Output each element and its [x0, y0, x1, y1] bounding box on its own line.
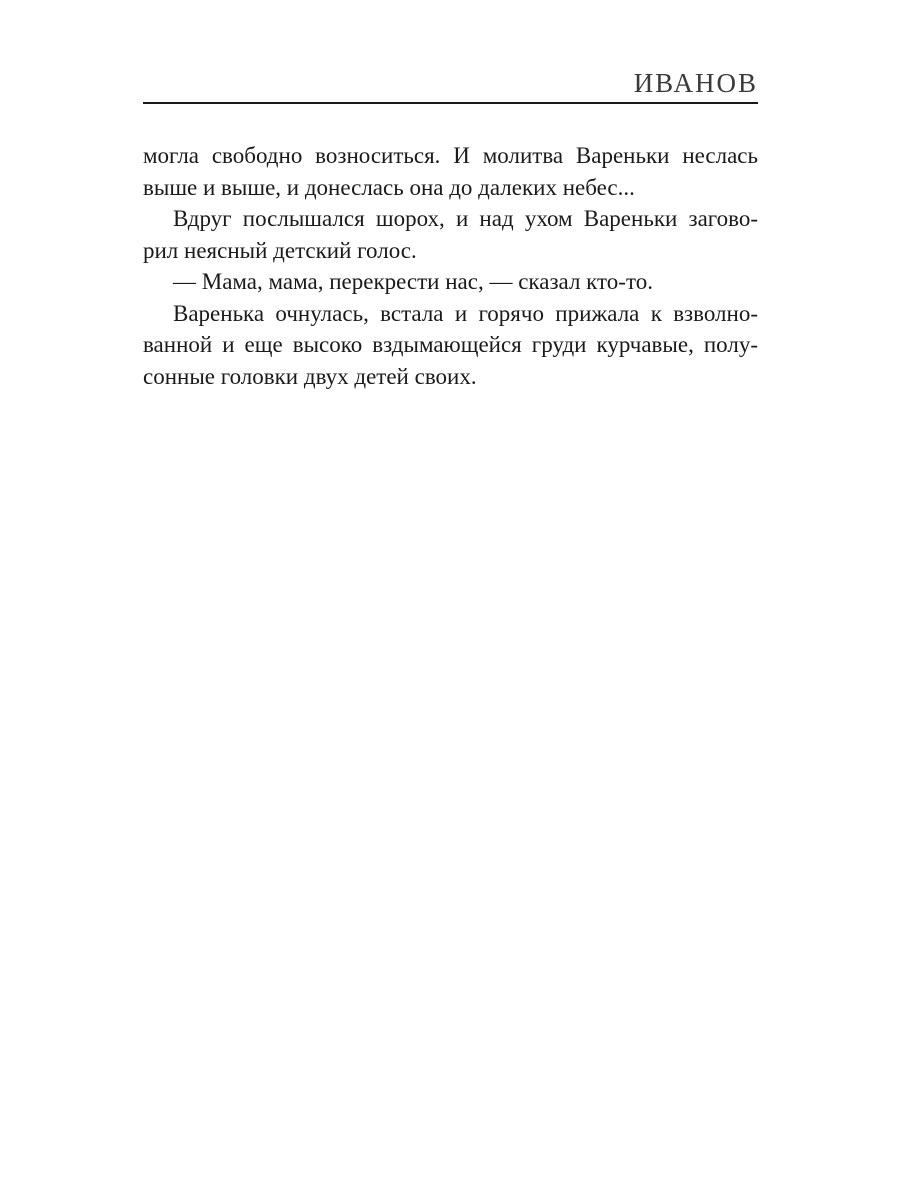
text-line: сонные головки двух детей своих. [143, 363, 477, 389]
text-line: рил неясный детский голос. [143, 237, 417, 263]
text-line: — Мама, мама, перекрести нас, — сказал кто-то. [173, 269, 653, 294]
body-text [143, 140, 758, 392]
text-line: Вдруг послышался шорох, и над ухом Вареньки загово- [173, 206, 758, 231]
running-head [143, 64, 758, 104]
text-line: могла свободно возноситься. И молитва Вареньки неслась [143, 143, 758, 168]
text-line: Варенька очнулась, встала и горячо прижала к взволно- [173, 300, 758, 326]
text-line: выше и выше, и донеслась она до далеких небес... [143, 174, 635, 200]
text-line: ванной и еще высоко вздымающейся груди курчавые, полу- [143, 332, 758, 357]
running-head-title: ИВАНОВ [633, 68, 758, 98]
